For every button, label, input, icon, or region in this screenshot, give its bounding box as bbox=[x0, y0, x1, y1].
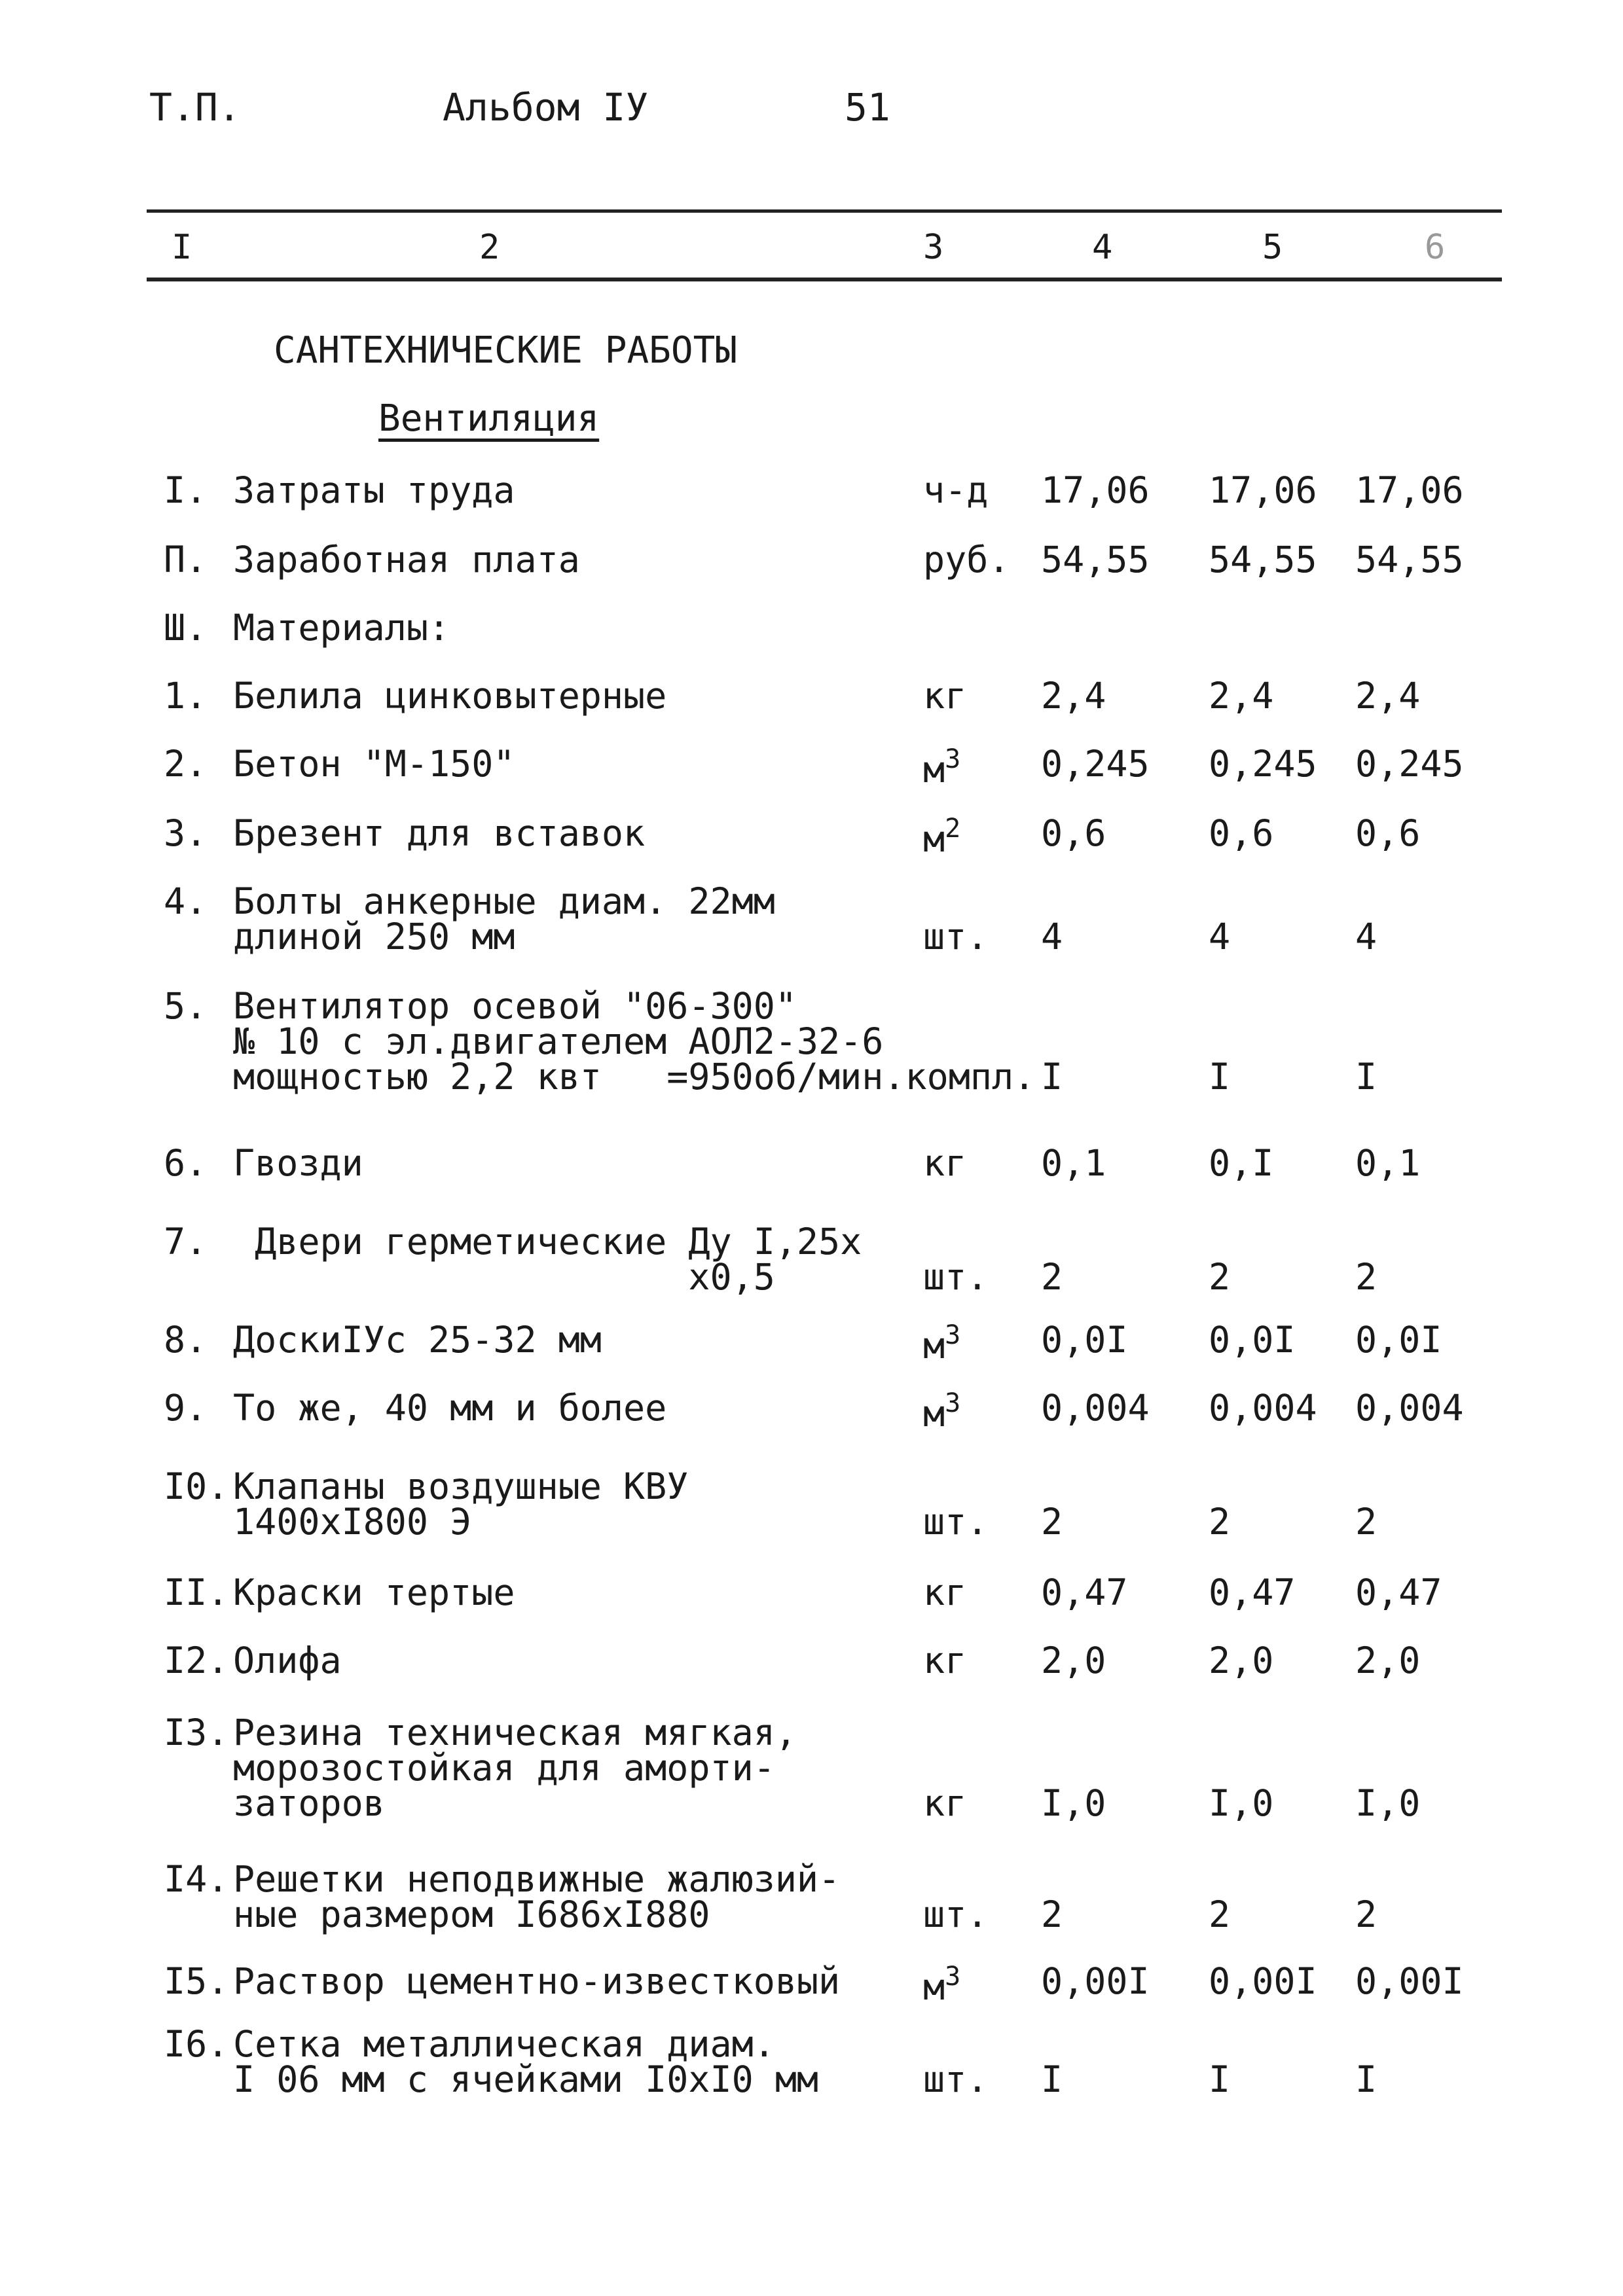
row-value-col6: 0,47 bbox=[1355, 1571, 1442, 1613]
row-value-col5: 2 bbox=[1209, 1501, 1231, 1543]
row-value-col6: 54,55 bbox=[1355, 539, 1464, 581]
row-unit bbox=[923, 1256, 989, 1298]
row-name: Олифа bbox=[233, 1640, 342, 1681]
row-value-col6: 2 bbox=[1355, 1501, 1377, 1543]
row-unit bbox=[923, 2058, 989, 2100]
row-value-col4: I,0 bbox=[1041, 1782, 1106, 1824]
row-name: Заработная плата bbox=[233, 539, 580, 581]
row-unit bbox=[923, 916, 989, 958]
unit-text: м bbox=[923, 1966, 945, 2008]
row-value-col6: 17,06 bbox=[1355, 469, 1464, 511]
row-value-col5: I bbox=[1209, 2058, 1231, 2100]
row-value-col4: 0,004 bbox=[1041, 1387, 1150, 1429]
top-rule bbox=[147, 209, 1502, 213]
row-name-line: 1400хI800 Э bbox=[233, 1501, 472, 1543]
row-unit bbox=[923, 1640, 967, 1681]
row-number: 1. bbox=[164, 675, 208, 717]
row-number: I5. bbox=[164, 1960, 229, 2002]
row-value-col6: I,0 bbox=[1355, 1782, 1421, 1824]
unit-text: м bbox=[923, 1393, 945, 1435]
unit-text: шт. bbox=[923, 2058, 989, 2100]
column-number-4: 4 bbox=[1092, 228, 1113, 267]
row-value-col4: 0,00I bbox=[1041, 1960, 1150, 2002]
unit-text: кг bbox=[923, 675, 967, 717]
row-number: I0. bbox=[164, 1465, 229, 1507]
page-number: 51 bbox=[845, 85, 890, 130]
header-left: Т.П. bbox=[149, 85, 241, 130]
unit-text: кг bbox=[923, 1640, 967, 1681]
row-value-col6: 0,00I bbox=[1355, 1960, 1464, 2002]
row-unit bbox=[923, 539, 1010, 581]
row-number: Ш. bbox=[164, 607, 208, 649]
row-number: II. bbox=[164, 1571, 229, 1613]
row-name-line: Решетки неподвижные жалюзий- bbox=[233, 1858, 841, 1900]
row-name: Брезент для вставок bbox=[233, 812, 646, 854]
row-name: Белила цинковытерные bbox=[233, 675, 667, 717]
row-number: 8. bbox=[164, 1319, 208, 1361]
row-value-col4: 0,245 bbox=[1041, 743, 1150, 785]
row-unit bbox=[923, 675, 967, 717]
unit-text: кг bbox=[923, 1571, 967, 1613]
row-number: 6. bbox=[164, 1142, 208, 1184]
row-unit bbox=[923, 1962, 961, 2008]
row-value-col5: 2,0 bbox=[1209, 1640, 1274, 1681]
unit-text: кг bbox=[923, 1142, 967, 1184]
row-value-col5: 0,47 bbox=[1209, 1571, 1296, 1613]
row-value-col5: 0,I bbox=[1209, 1142, 1274, 1184]
row-value-col4: 4 bbox=[1041, 916, 1063, 958]
unit-text: кг bbox=[923, 1782, 967, 1824]
row-value-col5: 0,004 bbox=[1209, 1387, 1317, 1429]
row-number: I4. bbox=[164, 1858, 229, 1900]
row-name-line: I 06 мм с ячейками I0хI0 мм bbox=[233, 2058, 819, 2100]
header-bottom-rule bbox=[147, 278, 1502, 281]
row-name-line: ные размером I686хI880 bbox=[233, 1893, 710, 1935]
row-value-col6: 2,4 bbox=[1355, 675, 1421, 717]
column-number-1: I bbox=[172, 228, 192, 267]
row-value-col6: 0,6 bbox=[1355, 812, 1421, 854]
row-name-line: длиной 250 мм bbox=[233, 916, 515, 958]
unit-text: шт. bbox=[923, 1893, 989, 1935]
row-value-col5: 0,245 bbox=[1209, 743, 1317, 785]
row-value-col6: 0,0I bbox=[1355, 1319, 1442, 1361]
unit-text: шт. bbox=[923, 1501, 989, 1543]
row-name-line: Резина техническая мягкая, bbox=[233, 1712, 797, 1753]
row-value-col6: 0,1 bbox=[1355, 1142, 1421, 1184]
row-number: 7. bbox=[164, 1221, 208, 1263]
row-value-col4: 17,06 bbox=[1041, 469, 1150, 511]
row-value-col5: 54,55 bbox=[1209, 539, 1317, 581]
unit-superscript: 3 bbox=[945, 1320, 961, 1350]
row-value-col4: I bbox=[1041, 1056, 1063, 1098]
row-number: П. bbox=[164, 539, 208, 581]
row-value-col4: 2 bbox=[1041, 1893, 1063, 1935]
row-name-line: морозостойкая для аморти- bbox=[233, 1747, 775, 1789]
row-value-col4: 0,6 bbox=[1041, 812, 1106, 854]
row-number: I6. bbox=[164, 2023, 229, 2065]
row-number: 5. bbox=[164, 985, 208, 1027]
row-name-line: мощностью 2,2 квт =950об/мин.компл. bbox=[233, 1056, 1036, 1098]
row-unit bbox=[923, 1388, 961, 1435]
row-value-col5: 2,4 bbox=[1209, 675, 1274, 717]
header-album: Альбом IУ bbox=[443, 85, 649, 130]
row-unit bbox=[923, 469, 989, 511]
unit-superscript: 3 bbox=[945, 1388, 961, 1418]
row-unit bbox=[923, 1893, 989, 1935]
unit-text: ч-д bbox=[923, 469, 989, 511]
row-name: ДоскиIУс 25-32 мм bbox=[233, 1319, 602, 1361]
unit-text: руб. bbox=[923, 539, 1010, 581]
row-number: 9. bbox=[164, 1387, 208, 1429]
column-number-5: 5 bbox=[1262, 228, 1283, 267]
row-value-col6: I bbox=[1355, 2058, 1377, 2100]
row-unit bbox=[923, 1501, 989, 1543]
row-number: 3. bbox=[164, 812, 208, 854]
row-value-col5: I,0 bbox=[1209, 1782, 1274, 1824]
row-name: Бетон "М-150" bbox=[233, 743, 515, 785]
row-value-col5: 2 bbox=[1209, 1256, 1231, 1298]
row-value-col6: I bbox=[1355, 1056, 1377, 1098]
row-value-col4: 0,1 bbox=[1041, 1142, 1106, 1184]
row-unit bbox=[923, 1142, 967, 1184]
unit-superscript: 3 bbox=[945, 1962, 961, 1992]
row-value-col5: 2 bbox=[1209, 1893, 1231, 1935]
row-unit bbox=[923, 1571, 967, 1613]
row-value-col4: 0,0I bbox=[1041, 1319, 1128, 1361]
row-value-col4: 2 bbox=[1041, 1256, 1063, 1298]
column-number-3: 3 bbox=[923, 228, 944, 267]
row-value-col5: I bbox=[1209, 1056, 1231, 1098]
row-number: I3. bbox=[164, 1712, 229, 1753]
row-name-line: х0,5 bbox=[233, 1256, 775, 1298]
row-value-col6: 0,004 bbox=[1355, 1387, 1464, 1429]
row-name: То же, 40 мм и более bbox=[233, 1387, 667, 1429]
unit-superscript: 2 bbox=[945, 814, 961, 844]
unit-text: м bbox=[923, 749, 945, 791]
row-value-col5: 0,00I bbox=[1209, 1960, 1317, 2002]
row-unit bbox=[923, 744, 961, 791]
row-name-line: № 10 с эл.двигателем АОЛ2-32-6 bbox=[233, 1020, 884, 1062]
row-value-col5: 4 bbox=[1209, 916, 1231, 958]
row-name-line: Клапаны воздушные КВУ bbox=[233, 1465, 689, 1507]
unit-text: м bbox=[923, 818, 945, 860]
row-unit bbox=[923, 1782, 967, 1824]
row-unit bbox=[923, 814, 961, 860]
row-value-col6: 2 bbox=[1355, 1893, 1377, 1935]
row-name: Затраты труда bbox=[233, 469, 515, 511]
row-name: Раствор цементно-известковый bbox=[233, 1960, 841, 2002]
row-value-col4: 2,4 bbox=[1041, 675, 1106, 717]
row-name-line: Сетка металлическая диам. bbox=[233, 2023, 775, 2065]
section-title: САНТЕХНИЧЕСКИЕ РАБОТЫ bbox=[274, 329, 738, 372]
row-unit bbox=[923, 1320, 961, 1367]
row-value-col4: 2 bbox=[1041, 1501, 1063, 1543]
row-value-col6: 4 bbox=[1355, 916, 1377, 958]
subsection-title: Вентиляция bbox=[378, 397, 600, 440]
row-value-col6: 0,245 bbox=[1355, 743, 1464, 785]
row-number: 4. bbox=[164, 880, 208, 922]
row-name-line: Болты анкерные диам. 22мм bbox=[233, 880, 775, 922]
row-value-col6: 2,0 bbox=[1355, 1640, 1421, 1681]
unit-text: шт. bbox=[923, 1256, 989, 1298]
row-name: Материалы: bbox=[233, 607, 450, 649]
row-number: I2. bbox=[164, 1640, 229, 1681]
row-value-col6: 2 bbox=[1355, 1256, 1377, 1298]
row-value-col4: 2,0 bbox=[1041, 1640, 1106, 1681]
row-name: Гвозди bbox=[233, 1142, 363, 1184]
row-name-line: заторов bbox=[233, 1782, 385, 1824]
row-name-line: Вентилятор осевой "06-300" bbox=[233, 985, 797, 1027]
row-name-line: Двери герметические Ду I,25х bbox=[233, 1221, 862, 1263]
unit-text: шт. bbox=[923, 916, 989, 958]
unit-text: м bbox=[923, 1325, 945, 1367]
row-number: 2. bbox=[164, 743, 208, 785]
column-number-6: 6 bbox=[1425, 228, 1446, 267]
column-number-2: 2 bbox=[479, 228, 500, 267]
row-value-col4: 54,55 bbox=[1041, 539, 1150, 581]
row-value-col5: 0,6 bbox=[1209, 812, 1274, 854]
row-value-col5: 17,06 bbox=[1209, 469, 1317, 511]
row-value-col5: 0,0I bbox=[1209, 1319, 1296, 1361]
row-value-col4: 0,47 bbox=[1041, 1571, 1128, 1613]
row-value-col4: I bbox=[1041, 2058, 1063, 2100]
row-name: Краски тертые bbox=[233, 1571, 515, 1613]
unit-superscript: 3 bbox=[945, 744, 961, 774]
row-number: I. bbox=[164, 469, 208, 511]
